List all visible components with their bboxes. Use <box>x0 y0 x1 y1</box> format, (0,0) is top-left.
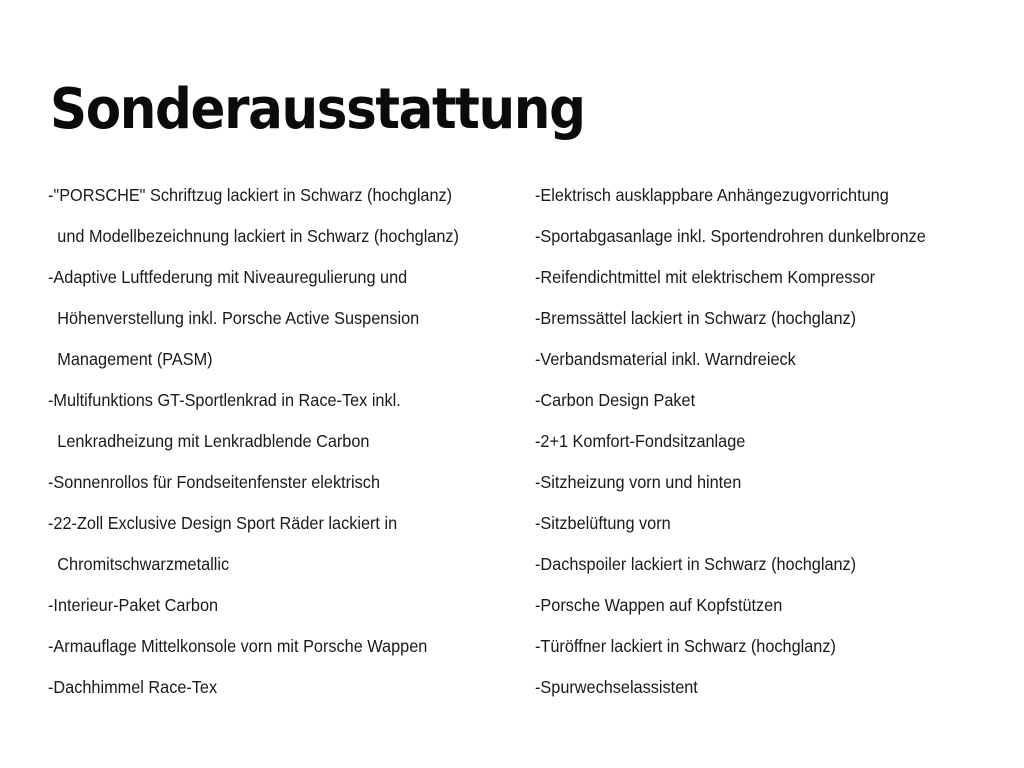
equipment-line: -Sitzbelüftung vorn <box>535 513 671 533</box>
equipment-line: -2+1 Komfort-Fondsitzanlage <box>535 431 746 451</box>
equipment-line: Chromitschwarzmetallic <box>57 554 230 574</box>
equipment-line: -Bremssättel lackiert in Schwarz (hochglanz) <box>535 308 857 328</box>
equipment-line: -Multifunktions GT-Sportlenkrad in Race-Tex inkl. <box>48 390 401 410</box>
equipment-line: -Spurwechselassistent <box>535 677 698 697</box>
equipment-line: -Adaptive Luftfederung mit Niveauregulierung und <box>48 267 408 287</box>
equipment-line: -Armauflage Mittelkonsole vorn mit Porsche Wappen <box>48 636 428 656</box>
equipment-line: -Sonnenrollos für Fondseitenfenster elektrisch <box>48 472 381 492</box>
equipment-line: und Modellbezeichnung lackiert in Schwarz (hochglanz) <box>57 226 459 246</box>
equipment-line: -Sitzheizung vorn und hinten <box>535 472 742 492</box>
equipment-line: -Elektrisch ausklappbare Anhängezugvorrichtung <box>535 185 889 205</box>
equipment-line: -"PORSCHE" Schriftzug lackiert in Schwarz (hochglanz) <box>48 185 453 205</box>
equipment-line: -Sportabgasanlage inkl. Sportendrohren dunkelbronze <box>535 226 926 246</box>
equipment-line: -22-Zoll Exclusive Design Sport Räder lackiert in <box>48 513 398 533</box>
equipment-line: Höhenverstellung inkl. Porsche Active Suspension <box>57 308 420 328</box>
page-title: Sonderausstattung <box>50 77 585 142</box>
equipment-list-left <box>48 175 528 708</box>
equipment-line: -Carbon Design Paket <box>535 390 696 410</box>
equipment-line: -Verbandsmaterial inkl. Warndreieck <box>535 349 796 369</box>
equipment-line: Management (PASM) <box>57 349 213 369</box>
equipment-line: -Porsche Wappen auf Kopfstützen <box>535 595 783 615</box>
equipment-line: -Türöffner lackiert in Schwarz (hochglanz) <box>535 636 836 656</box>
equipment-line: -Dachhimmel Race-Tex <box>48 677 218 697</box>
equipment-line: -Interieur-Paket Carbon <box>48 595 219 615</box>
equipment-line: -Reifendichtmittel mit elektrischem Kompressor <box>535 267 876 287</box>
equipment-list-right <box>535 175 1005 708</box>
equipment-line: Lenkradheizung mit Lenkradblende Carbon <box>57 431 370 451</box>
equipment-line: -Dachspoiler lackiert in Schwarz (hochglanz) <box>535 554 857 574</box>
